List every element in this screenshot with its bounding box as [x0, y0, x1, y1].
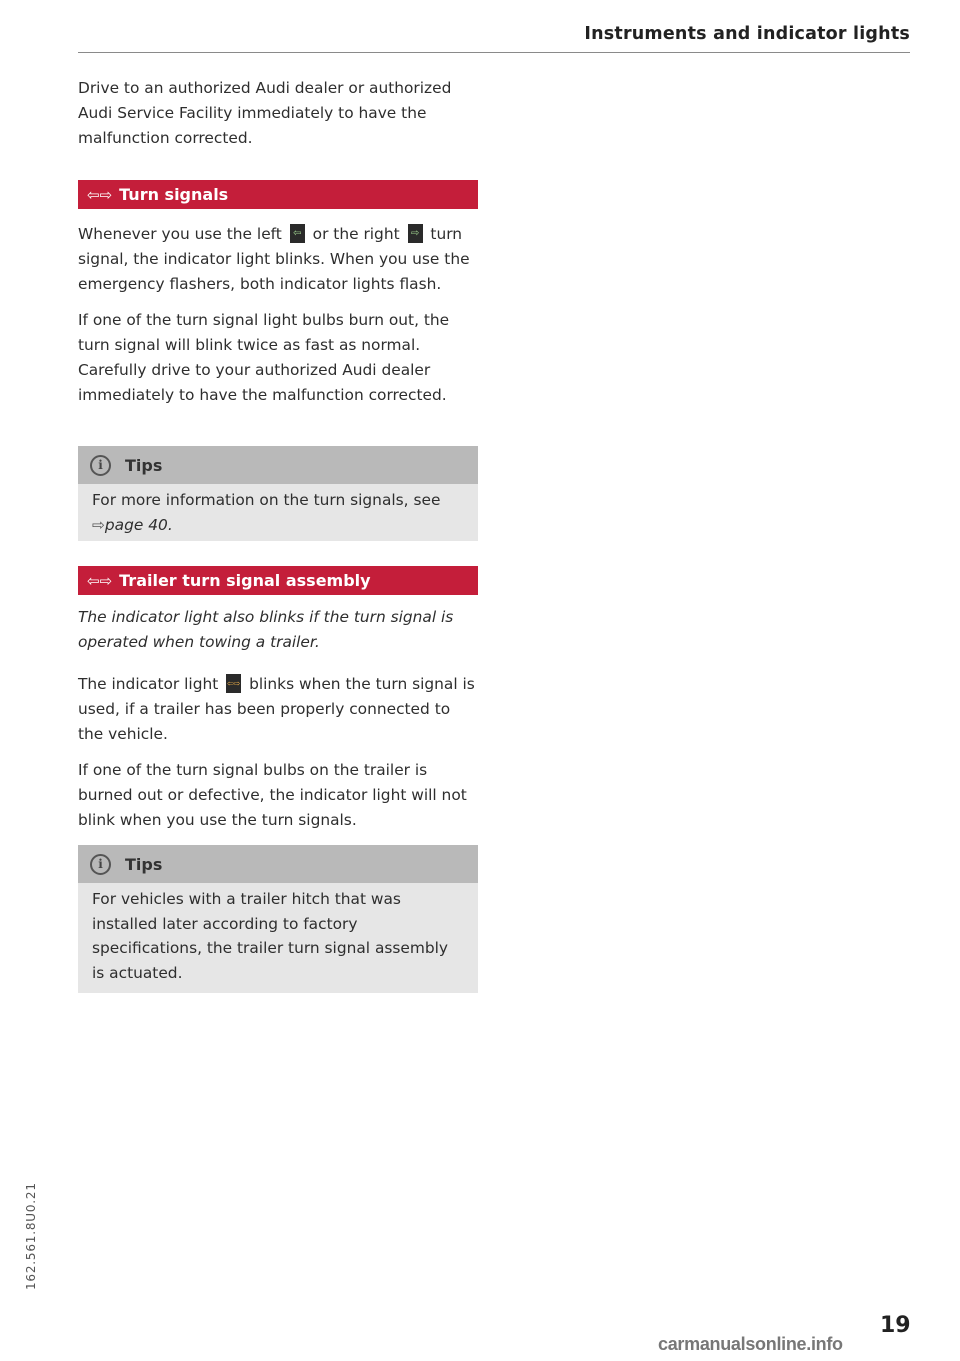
- intro-paragraph: Drive to an authorized Audi dealer or authorized Audi Service Facility immediately to have the malfunction corrected.: [78, 79, 452, 147]
- text-run: turn signal, the indicator light blinks. When you use the emergency flashers, both indicator lights flash.: [78, 225, 470, 293]
- tip-text: [92, 488, 464, 537]
- tip-header: [78, 845, 478, 883]
- turn-signals-body: [78, 222, 478, 408]
- turn-signals-paragraph-1: [78, 222, 478, 297]
- trailer-turn-signal-icon: ⇦⇨: [87, 571, 113, 590]
- info-icon: i: [90, 455, 111, 476]
- tip-box-turn-signals: [78, 446, 478, 541]
- tip-text: For vehicles with a trailer hitch that was installed later according to factory specifications, the trailer turn signal assembly is actuated.: [92, 890, 449, 982]
- section-heading-turn-signals: [78, 180, 478, 209]
- tip-box-trailer: [78, 845, 478, 993]
- info-icon: i: [90, 854, 111, 875]
- trailer-paragraph-1: [78, 672, 478, 747]
- text-run: The indicator light: [78, 675, 219, 693]
- tip-label: Tips: [125, 455, 163, 475]
- tip-body: [78, 484, 478, 541]
- tip-header: [78, 446, 478, 484]
- page-number: 19: [880, 1313, 911, 1338]
- section-heading-label: Trailer turn signal assembly: [119, 571, 371, 590]
- text-run: blinks when the turn signal is used, if a trailer has been properly connected to the vehicle.: [78, 675, 475, 743]
- watermark-logo: carmanualsonline.info: [658, 1334, 843, 1354]
- text-run: For more information on the turn signals, see: [92, 491, 441, 509]
- tip-body: [78, 883, 478, 993]
- page-reference-link[interactable]: page 40.: [104, 515, 173, 534]
- page-reference-arrow-icon: ⇨: [92, 515, 105, 534]
- header-divider: [78, 52, 910, 53]
- text-run: Whenever you use the left: [78, 225, 282, 243]
- left-turn-indicator-icon: ⇦: [290, 224, 305, 243]
- turn-signals-paragraph-2: If one of the turn signal light bulbs burn out, the turn signal will blink twice as fast as normal. Carefully drive to your authorized Audi dealer immediately to have the malfunction corrected.: [78, 311, 450, 404]
- section-heading-label: Turn signals: [119, 185, 229, 204]
- section-heading-trailer: [78, 566, 478, 595]
- trailer-paragraph-2: If one of the turn signal bulbs on the trailer is burned out or defective, the indicator light will not blink when you use the turn signals.: [78, 761, 467, 829]
- text-run: or the right: [312, 225, 400, 243]
- document-code: 162.561.8U0.21: [24, 1182, 38, 1290]
- trailer-indicator-icon: ⇦⇨: [226, 674, 241, 693]
- trailer-intro: The indicator light also blinks if the turn signal is operated when towing a trailer.: [78, 608, 454, 651]
- intro-block: [78, 76, 478, 151]
- right-turn-indicator-icon: ⇨: [408, 224, 423, 243]
- turn-signal-icon: ⇦⇨: [87, 185, 113, 204]
- page-header-title: Instruments and indicator lights: [584, 24, 910, 44]
- trailer-body: [78, 605, 478, 833]
- tip-label: Tips: [125, 854, 163, 874]
